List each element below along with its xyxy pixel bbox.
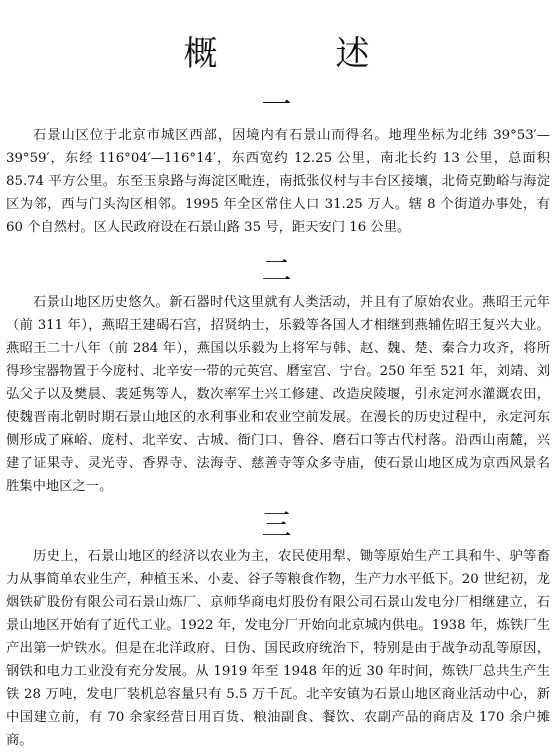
section-heading-3: 三 xyxy=(261,508,292,543)
section-heading-2: 二 xyxy=(261,254,292,289)
section-paragraph-3: 历史上，石景山地区的经济以农业为主，农民使用犁、锄等原始生产工具和牛、驴等畜力从事简单农业生产，种植玉米、小麦、谷子等粮食作物，生产力水平低下。20 世纪初，龙烟铁矿股份有限公司石景山炼厂、京师华商电灯股份有限公司石景山发电分厂相继建立，石景山地区开始有了近代工业。1922 年，发电分厂开始向北京城内供电。1938 年，炼铁厂生产出第一炉铁水。但是在北洋政府、日伪、国民政府统治下，特别是由于战争动乱等原因，钢铁和电力工业没有充分发展。从 1919 年至 1948 年的近 30 年时间，炼铁厂总共生产生铁 28 万吨，发电厂装机总容量只有 5.5 万千瓦。北辛安镇为石景山地区商业活动中心，新中国建立前，有 70 余家经营日用百货、粮油副食、餐饮、农副产品的商店及 170 余户摊商。 xyxy=(6,549,550,748)
section-heading-1: 一 xyxy=(261,88,292,123)
page-title: 概 述 xyxy=(183,33,412,74)
section-paragraph-1: 石景山区位于北京市城区西部，因境内有石景山而得名。地理坐标为北纬 39°53′—39°59′，东经 116°04′—116°14′，东西宽约 12.25 公里，南北长约 13 公里，总面积 85.74 平方公里。东至玉泉路与海淀区毗连，南抵张仪村与丰台区接壤，北倚克勤峪与海淀区为邻，西与门头沟区相邻。1995 年全区常住人口 31.25 万人。辖 8 个街道办事处，有 60 个自然村。区人民政府设在石景山路 35 号，距天安门 16 公里。 xyxy=(6,128,550,235)
section-paragraph-2: 石景山地区历史悠久。新石器时代这里就有人类活动，并且有了原始农业。燕昭王元年（前 311 年），燕昭王建碣石宫，招贤纳士，乐毅等各国人才相继到燕辅佐昭王复兴大业。燕昭王二十八年（前 284 年），燕国以乐毅为上将军与韩、赵、魏、楚、秦合力攻齐，将所得珍宝器物置于今庞村、北辛安一带的元英宫、磿室宫、宁台。250 年至 521 年，刘靖、刘弘父子以及樊晨、裴延隽等人，数次率军士兴工修建、改造戾陵堰，引永定河水灌溉农田，使魏晋南北朝时期石景山地区的水利事业和农业空前发展。在漫长的历史过程中，永定河东侧形成了麻峪、庞村、北辛安、古城、衙门口、鲁谷、磨石口等古代村落。沿西山南麓，兴建了证果寺、灵光寺、香界寺、法海寺、慈善寺等众多寺庙，使石景山地区成为京西风景名胜集中地区之一。 xyxy=(6,295,550,494)
